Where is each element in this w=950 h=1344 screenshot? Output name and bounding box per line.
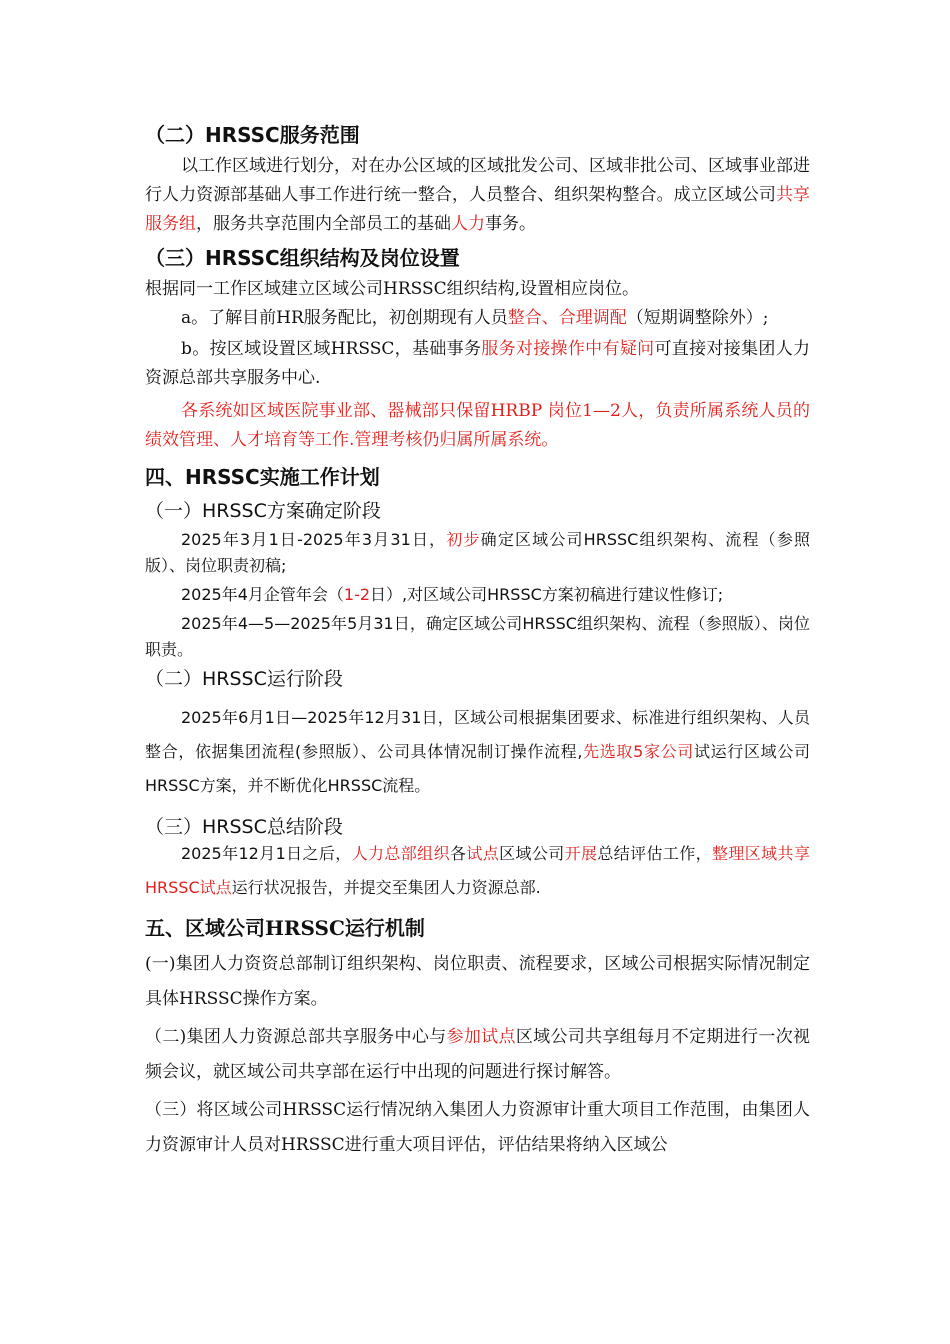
- heading-implementation-plan: 四、HRSSC实施工作计划: [145, 465, 380, 489]
- paragraph-org-intro: 根据同一工作区域建立区域公司HRSSC组织结构,设置相应岗位。: [145, 279, 640, 299]
- highlight-pilot: 试点: [466, 844, 500, 863]
- paragraph-summary-1: 2025年12月1日之后，人力总部组织各试点区域公司开展总结评估工作，整理区域共享HRSSC试点运行状况报告，并提交至集团人力资源总部.: [145, 844, 810, 897]
- paragraph-plan-1: 2025年3月1日-2025年3月31日，初步确定区域公司HRSSC组织架构、流程（参照版）、岗位职责初稿;: [145, 530, 810, 575]
- paragraph-service-scope: 以工作区域进行划分，对在办公区域的区域批发公司、区域非批公司、区域事业部进行人力资源部基础人事工作进行统一整合，人员整合、组织架构整合。成立区域公司共享服务组，服务共享范围内全部员工的基础人力事务。: [145, 156, 811, 234]
- subheading-plan-stage: （一）HRSSC方案确定阶段: [145, 500, 381, 522]
- paragraph-mechanism-2: （二)集团人力资源总部共享服务中心与参加试点区域公司共享组每月不定期进行一次视频会议，就区域公司共享部在运行中出现的问题进行探讨解答。: [145, 1027, 811, 1082]
- highlight-join-pilot: 参加试点: [446, 1027, 516, 1047]
- heading-operation-mechanism: 五、区域公司HRSSC运行机制: [145, 916, 425, 940]
- document-body: [145, 118, 810, 1163]
- paragraph-mechanism-1: (一)集团人力资资总部制订组织架构、岗位职责、流程要求，区域公司根据实际情况制定具体HRSSC操作方案。: [145, 954, 810, 1009]
- highlight-organize-pilot: 整理区域共享HRSSC试点: [145, 844, 810, 897]
- paragraph-org-c: 各系统如区域医院事业部、器械部只保留HRBP 岗位1—2人，负责所属系统人员的绩效管理、人才培育等工作.管理考核仍归属所属系统。: [145, 401, 810, 450]
- highlight-integration: 整合、合理调配: [507, 308, 627, 328]
- highlight-preliminary: 初步: [446, 530, 481, 549]
- paragraph-org-b: b。按区域设置区域HRSSC，基础事务服务对接操作中有疑问可直接对接集团人力资源总部共享服务中心.: [145, 339, 811, 388]
- highlight-carry-out: 开展: [564, 844, 598, 863]
- highlight-hq-organize: 人力总部组织: [351, 844, 450, 863]
- subheading-summary-stage: （三）HRSSC总结阶段: [145, 816, 343, 838]
- highlight-manpower: 人力: [451, 214, 485, 234]
- highlight-five-companies: 先选取5家公司: [582, 742, 694, 761]
- paragraph-plan-2: 2025年4月企管年会（1-2日）,对区域公司HRSSC方案初稿进行建议性修订;: [181, 585, 724, 604]
- highlight-shared-service-group: 共享服务组: [145, 185, 811, 234]
- heading-service-scope: （二）HRSSC服务范围: [145, 123, 360, 147]
- paragraph-plan-3: 2025年4—5—2025年5月31日，确定区域公司HRSSC组织架构、流程（参照版）、岗位职责。: [145, 614, 810, 659]
- subheading-run-stage: （二）HRSSC运行阶段: [145, 668, 343, 690]
- highlight-service-docking: 服务对接操作中有疑问: [481, 339, 655, 359]
- paragraph-org-a: a。了解目前HR服务配比，初创期现有人员整合、合理调配（短期调整除外）;: [181, 308, 769, 328]
- paragraph-run-1: 2025年6月1日—2025年12月31日，区域公司根据集团要求、标准进行组织架构、人员整合，依据集团流程(参照版）、公司具体情况制订操作流程,先选取5家公司试运行区域公司HRSSC方案，并不断优化HRSSC流程。: [145, 708, 810, 795]
- paragraph-mechanism-3: （三）将区域公司HRSSC运行情况纳入集团人力资源审计重大项目工作范围，由集团人力资源审计人员对HRSSC进行重大项目评估，评估结果将纳入区域公: [145, 1100, 810, 1155]
- heading-org-structure: （三）HRSSC组织结构及岗位设置: [145, 246, 460, 270]
- highlight-days: 1-2: [343, 585, 371, 604]
